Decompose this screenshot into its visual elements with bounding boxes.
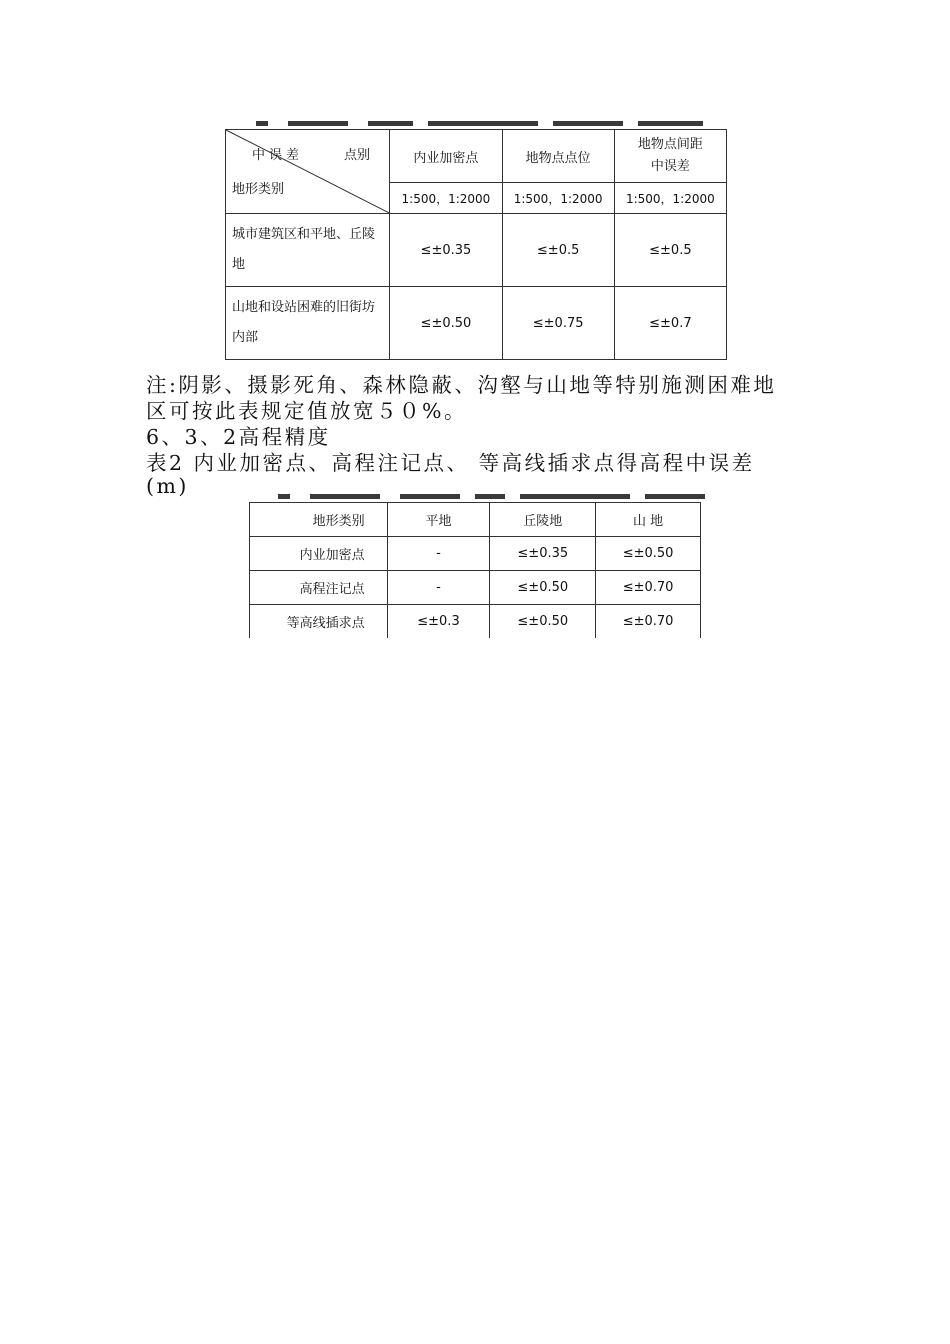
table-row [226, 287, 727, 360]
row-label: 内业加密点 [250, 537, 388, 571]
value-cell: ≤±0.70 [596, 605, 701, 639]
value-cell: ≤±0.5 [502, 214, 614, 287]
value-cell: ≤±0.50 [490, 605, 596, 639]
column-header-line: 地物点间距 [637, 137, 703, 152]
cropped-caption-strip-2 [270, 491, 710, 501]
cropped-caption-strip-1 [228, 118, 708, 128]
column-header: 地物点点位 [502, 130, 614, 183]
value-cell: ≤±0.3 [387, 605, 490, 639]
value-cell: ≤±0.35 [490, 537, 596, 571]
value-cell: ≤±0.50 [390, 287, 502, 360]
column-header: 平地 [387, 503, 490, 537]
column-header: 内业加密点 [390, 130, 502, 183]
plane-accuracy-table [225, 129, 727, 360]
column-header: 地形类别 [250, 503, 388, 537]
column-header-line: 中误差 [650, 159, 690, 174]
column-header: 丘陵地 [490, 503, 596, 537]
note-line-1: 注:阴影、摄影死角、森林隐蔽、沟壑与山地等特别施测困难地 [146, 373, 777, 397]
section-heading: 6、3、2高程精度 [146, 425, 331, 449]
elevation-accuracy-table [249, 502, 701, 638]
value-cell: ≤±0.75 [502, 287, 614, 360]
value-cell: ≤±0.70 [596, 571, 701, 605]
value-cell: - [387, 537, 490, 571]
table2-caption-line-2: (m) [146, 474, 189, 498]
value-cell: ≤±0.5 [614, 214, 726, 287]
diag-right-label: 点别 [344, 148, 371, 163]
scale-cell: 1:500，1:2000 [614, 183, 726, 214]
scale-cell: 1:500，1:2000 [390, 183, 502, 214]
value-cell: ≤±0.35 [390, 214, 502, 287]
column-header [614, 130, 726, 183]
row-label: 等高线插求点 [250, 605, 388, 639]
diagonal-header-cell [226, 130, 390, 214]
diag-bottom-label: 地形类别 [232, 182, 285, 197]
table-row [250, 537, 701, 571]
value-cell: - [387, 571, 490, 605]
diagonal-line [226, 130, 389, 213]
value-cell: ≤±0.50 [596, 537, 701, 571]
table-row [226, 214, 727, 287]
row-label: 山地和设站困难的旧街坊内部 [226, 287, 390, 360]
row-label: 高程注记点 [250, 571, 388, 605]
scale-cell: 1:500，1:2000 [502, 183, 614, 214]
table-row [250, 571, 701, 605]
value-cell: ≤±0.50 [490, 571, 596, 605]
table2-caption-line-1: 表2 内业加密点、高程注记点、 等高线插求点得高程中误差 [146, 451, 755, 475]
value-cell: ≤±0.7 [614, 287, 726, 360]
diag-top-label: 中误差 [252, 148, 304, 163]
column-header: 山 地 [596, 503, 701, 537]
header-row [250, 503, 701, 537]
row-label: 城市建筑区和平地、丘陵地 [226, 214, 390, 287]
note-line-2: 区可按此表规定值放宽５０%。 [146, 399, 467, 423]
table-row [250, 605, 701, 639]
